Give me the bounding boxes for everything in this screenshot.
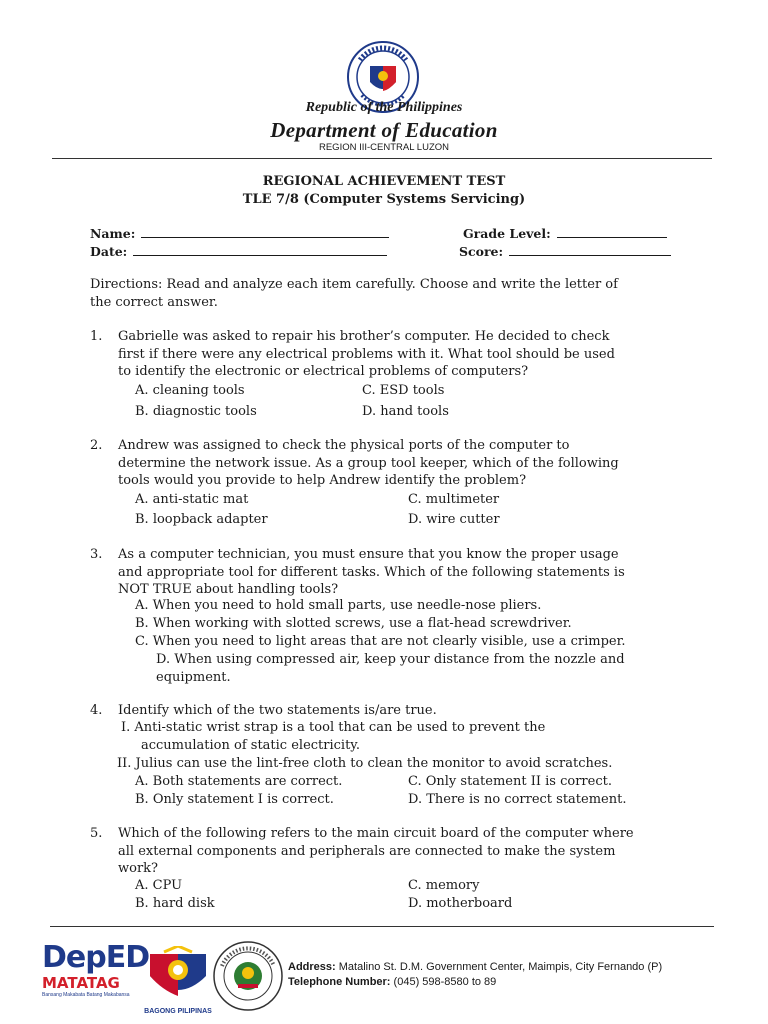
date-label: Date: xyxy=(90,244,128,259)
option-c[interactable]: C. memory xyxy=(408,878,480,893)
question-1: 1. Gabrielle was asked to repair his brother’s computer. He decided to check first if there were any electrical problems with it. What tool should be used to identify the electronic or electrical problems of computers? xyxy=(90,329,615,379)
option-a[interactable]: A. cleaning tools xyxy=(135,383,245,398)
statement-2: II. Julius can use the lint-free cloth to clean the monitor to avoid scratches. xyxy=(117,756,613,771)
name-label: Name: xyxy=(90,226,136,241)
question-2: 2. Andrew was assigned to check the physical ports of the computer to determine the network issue. As a group tool keeper, which of the following tools would you provide to help Andrew identify the problem? xyxy=(90,438,619,488)
option-c[interactable]: C. Only statement II is correct. xyxy=(408,774,612,789)
footer-divider xyxy=(50,926,714,927)
bagong-pilipinas-emblem xyxy=(142,946,214,1004)
option-c[interactable]: C. ESD tools xyxy=(362,383,445,398)
name-blank[interactable] xyxy=(141,226,389,238)
option-d[interactable]: D. There is no correct statement. xyxy=(408,792,627,807)
option-b[interactable]: B. loopback adapter xyxy=(135,512,268,527)
statement-1-continued: accumulation of static electricity. xyxy=(141,738,361,753)
department-header: Department of Education xyxy=(270,118,498,142)
republic-header: Republic of the Philippines xyxy=(305,100,463,115)
header-divider xyxy=(52,158,712,159)
option-d-continued: equipment. xyxy=(156,670,231,685)
score-field[interactable] xyxy=(459,244,671,259)
question-4: 4. Identify which of the two statements is/are true. xyxy=(90,703,437,718)
option-c[interactable]: C. When you need to light areas that are not clearly visible, use a crimper. xyxy=(135,634,626,649)
deped-wordmark: DepED xyxy=(42,940,150,975)
option-d[interactable]: D. motherboard xyxy=(408,896,513,911)
division-seal xyxy=(212,940,284,1012)
score-blank[interactable] xyxy=(509,244,671,256)
matatag-tagline: Bansang Makabata Batang Makabansa xyxy=(42,992,130,998)
phone-text: (045) 598-8580 to 89 xyxy=(393,976,497,988)
date-field[interactable] xyxy=(90,244,387,259)
question-3: 3. As a computer technician, you must ensure that you know the proper usage and appropriate tool for different tasks. Which of the following statements is NOT TRUE about handling tools? xyxy=(90,547,625,597)
address-label: Address: xyxy=(288,961,336,973)
deped-matatag-logo xyxy=(42,940,150,1014)
name-field[interactable] xyxy=(90,226,389,241)
directions: Directions: Read and analyze each item carefully. Choose and write the letter of the correct answer. xyxy=(90,277,618,310)
question-number: 3. xyxy=(90,547,103,562)
question-number: 1. xyxy=(90,329,103,344)
grade-level-field[interactable] xyxy=(463,226,667,241)
region-header: REGION III-CENTRAL LUZON xyxy=(318,142,450,153)
option-a[interactable]: A. anti-static mat xyxy=(135,492,249,507)
phone-label: Telephone Number: xyxy=(288,976,391,988)
question-number: 5. xyxy=(90,826,103,841)
score-label: Score: xyxy=(459,244,504,259)
grade-level-label: Grade Level: xyxy=(463,226,551,241)
question-5: 5. Which of the following refers to the main circuit board of the computer where all external components and peripherals are connected to make the system work? xyxy=(90,826,634,876)
test-title: REGIONAL ACHIEVEMENT TEST xyxy=(262,174,506,189)
option-b[interactable]: B. Only statement I is correct. xyxy=(135,792,334,807)
option-a[interactable]: A. When you need to hold small parts, use needle-nose pliers. xyxy=(135,598,542,613)
option-b[interactable]: B. hard disk xyxy=(135,896,215,911)
date-blank[interactable] xyxy=(133,244,387,256)
option-d[interactable]: D. hand tools xyxy=(362,404,449,419)
option-b[interactable]: B. When working with slotted screws, use a flat-head screwdriver. xyxy=(135,616,572,631)
option-d[interactable]: D. wire cutter xyxy=(408,512,500,527)
option-b[interactable]: B. diagnostic tools xyxy=(135,404,257,419)
question-number: 2. xyxy=(90,438,103,453)
statement-1: I. Anti-static wrist strap is a tool that can be used to prevent the xyxy=(121,720,546,735)
option-c[interactable]: C. multimeter xyxy=(408,492,500,507)
contact-info xyxy=(288,960,662,990)
address-text: Matalino St. D.M. Government Center, Maimpis, City Fernando (P) xyxy=(338,961,663,973)
grade-level-blank[interactable] xyxy=(557,226,667,238)
option-a[interactable]: A. Both statements are correct. xyxy=(135,774,343,789)
option-d[interactable]: D. When using compressed air, keep your distance from the nozzle and xyxy=(156,652,625,667)
question-number: 4. xyxy=(90,703,103,718)
bagong-pilipinas-logo xyxy=(142,946,214,1016)
option-a[interactable]: A. CPU xyxy=(135,878,183,893)
matatag-wordmark: MATATAG xyxy=(42,974,120,992)
test-subtitle: TLE 7/8 (Computer Systems Servicing) xyxy=(242,192,526,207)
bagong-pilipinas-text: BAGONG PILIPINAS xyxy=(144,1008,212,1015)
